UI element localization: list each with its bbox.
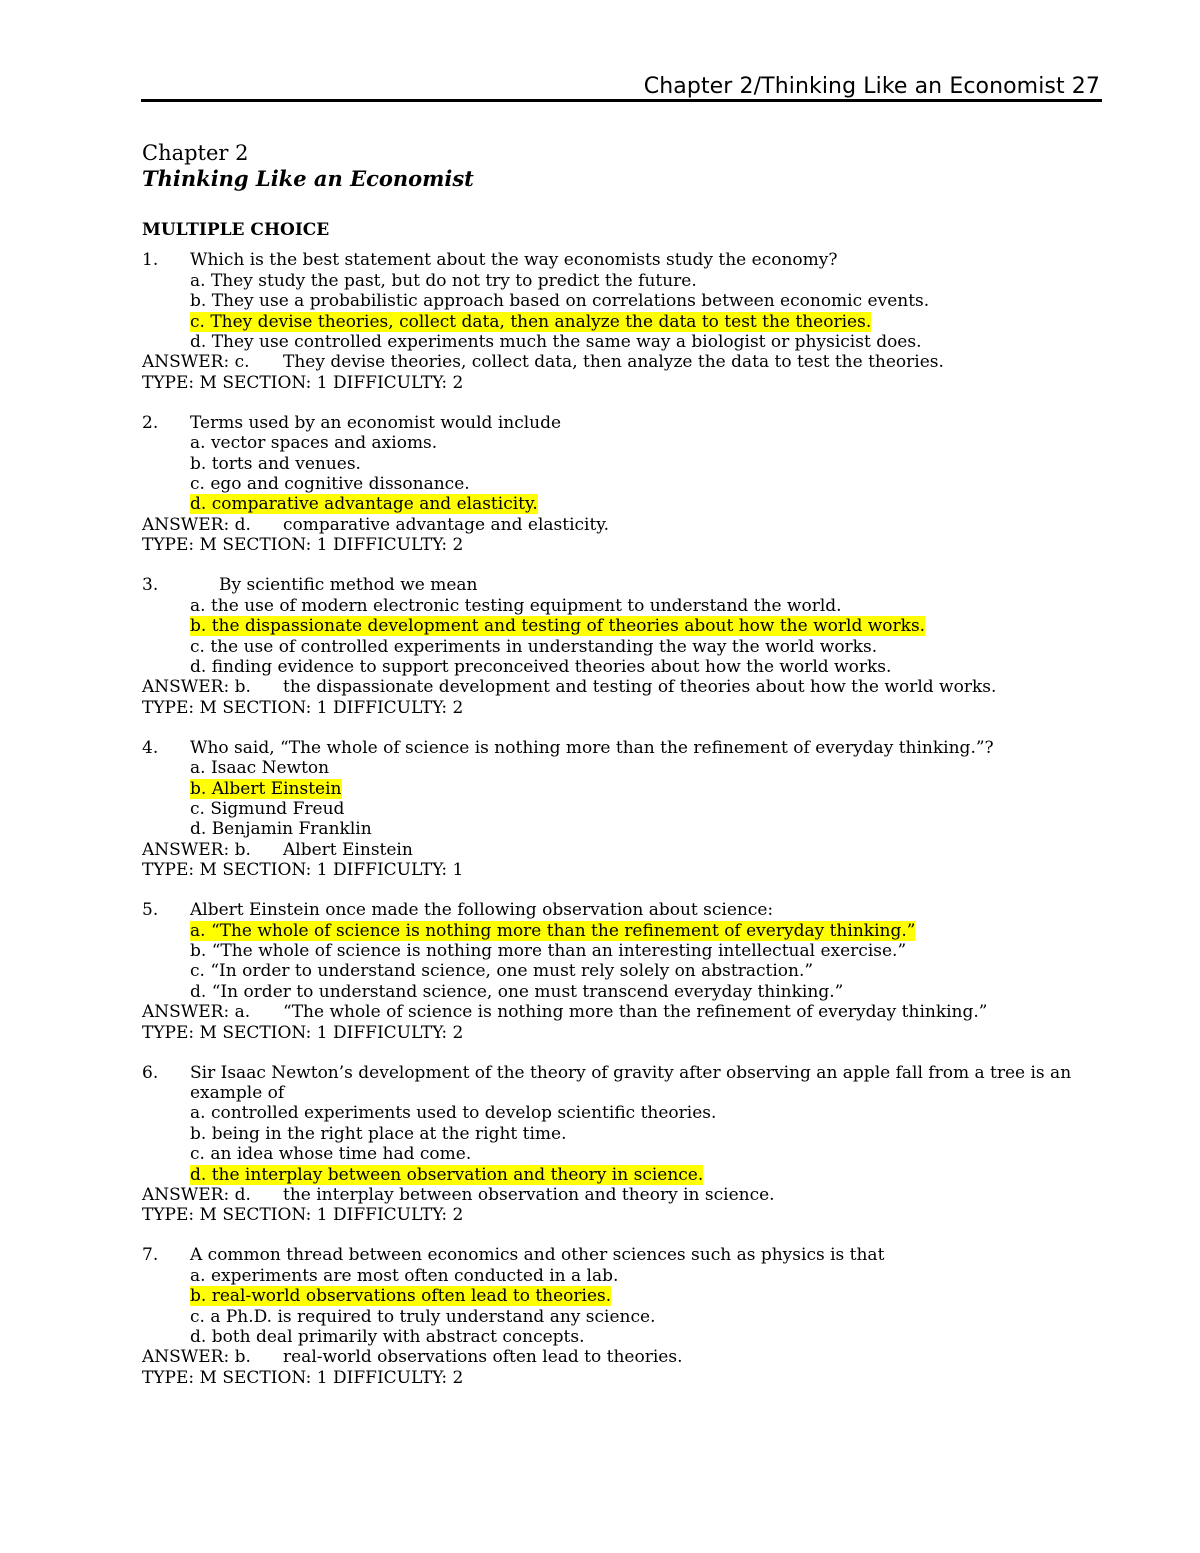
question-text: Which is the best statement about the way economists study the economy? xyxy=(190,250,838,271)
answer-options xyxy=(142,758,1102,840)
option-a: a. vector spaces and axioms. xyxy=(190,433,438,454)
option-b: b. “The whole of science is nothing more than an interesting intellectual exercise.” xyxy=(190,940,907,961)
question-meta: TYPE: M SECTION: 1 DIFFICULTY: 1 xyxy=(142,860,464,881)
question-meta: TYPE: M SECTION: 1 DIFFICULTY: 2 xyxy=(142,1367,464,1388)
answer-line xyxy=(142,840,1102,860)
question-stem xyxy=(142,250,1102,270)
option-b: b. the dispassionate development and testing of theories about how the world works. xyxy=(190,616,926,637)
answer-options xyxy=(142,921,1102,1003)
running-header: Chapter 2/Thinking Like an Economist 27 xyxy=(643,74,1100,99)
answer-options xyxy=(142,596,1102,678)
option-c: c. They devise theories, collect data, then analyze the data to test the theories. xyxy=(190,311,872,332)
option-d: d. They use controlled experiments much the same way a biologist or physicist does. xyxy=(190,332,922,353)
question-number: 4. xyxy=(142,737,159,758)
option-a: a. the use of modern electronic testing equipment to understand the world. xyxy=(190,595,842,616)
answer-text: real-world observations often lead to theories. xyxy=(283,1347,683,1368)
chapter-number: Chapter 2 xyxy=(142,141,249,165)
option-b: b. They use a probabilistic approach based on correlations between economic events. xyxy=(190,291,930,312)
question-7 xyxy=(142,1245,1102,1388)
option-d: d. “In order to understand science, one must transcend everyday thinking.” xyxy=(190,981,844,1002)
option-b: b. being in the right place at the right time. xyxy=(190,1123,567,1144)
question-6 xyxy=(142,1063,1102,1226)
question-stem xyxy=(142,413,1102,433)
question-number: 7. xyxy=(142,1245,159,1266)
answer-text: They devise theories, collect data, then analyze the data to test the theories. xyxy=(283,352,944,373)
option-b: b. torts and venues. xyxy=(190,453,361,474)
option-c: c. Sigmund Freud xyxy=(190,798,345,819)
question-meta: TYPE: M SECTION: 1 DIFFICULTY: 2 xyxy=(142,697,464,718)
question-number: 3. xyxy=(142,575,159,596)
question-text: By scientific method we mean xyxy=(219,575,478,596)
answer-text: the dispassionate development and testing of theories about how the world works. xyxy=(283,677,997,698)
option-c: c. the use of controlled experiments in understanding the way the world works. xyxy=(190,636,878,657)
answer-line xyxy=(142,352,1102,372)
answer-label: ANSWER: d. xyxy=(142,1185,251,1206)
option-d: d. finding evidence to support preconceived theories about how the world works. xyxy=(190,656,892,677)
answer-text: comparative advantage and elasticity. xyxy=(283,514,610,535)
option-b: b. real-world observations often lead to theories. xyxy=(190,1286,612,1307)
question-1 xyxy=(142,250,1102,393)
question-text: Terms used by an economist would include xyxy=(190,412,562,433)
option-d: d. the interplay between observation and theory in science. xyxy=(190,1164,704,1185)
section-heading: MULTIPLE CHOICE xyxy=(142,220,330,240)
option-a: a. Isaac Newton xyxy=(190,758,330,779)
answer-label: ANSWER: a. xyxy=(142,1002,251,1023)
option-c: c. ego and cognitive dissonance. xyxy=(190,474,470,495)
question-text: Albert Einstein once made the following observation about science: xyxy=(190,900,774,921)
option-c: c. “In order to understand science, one must rely solely on abstraction.” xyxy=(190,961,814,982)
question-text: Who said, “The whole of science is nothing more than the refinement of everyday thinking.”? xyxy=(190,737,994,758)
answer-label: ANSWER: d. xyxy=(142,514,251,535)
question-meta: TYPE: M SECTION: 1 DIFFICULTY: 2 xyxy=(142,1022,464,1043)
option-d: d. both deal primarily with abstract concepts. xyxy=(190,1327,585,1348)
question-stem xyxy=(142,738,1102,758)
option-a: a. controlled experiments used to develop scientific theories. xyxy=(190,1103,717,1124)
question-stem xyxy=(142,1063,1102,1104)
document-body xyxy=(142,140,1102,1408)
answer-line xyxy=(142,1002,1102,1022)
option-c: c. a Ph.D. is required to truly understand any science. xyxy=(190,1306,656,1327)
option-a: a. “The whole of science is nothing more than the refinement of everyday thinking.” xyxy=(190,920,916,941)
option-a: a. experiments are most often conducted in a lab. xyxy=(190,1265,619,1286)
option-c: c. an idea whose time had come. xyxy=(190,1144,472,1165)
answer-label: ANSWER: b. xyxy=(142,1347,251,1368)
answer-line xyxy=(142,515,1102,535)
header-rule xyxy=(141,99,1102,102)
question-number: 1. xyxy=(142,250,159,271)
question-text: Sir Isaac Newton’s development of the theory of gravity after observing an apple fall from a tree is an example of xyxy=(190,1062,1072,1103)
answer-line xyxy=(142,1347,1102,1367)
answer-text: the interplay between observation and theory in science. xyxy=(283,1185,775,1206)
question-number: 5. xyxy=(142,900,159,921)
question-5 xyxy=(142,900,1102,1043)
answer-label: ANSWER: b. xyxy=(142,839,251,860)
question-2 xyxy=(142,413,1102,556)
question-number: 2. xyxy=(142,412,159,433)
option-b: b. Albert Einstein xyxy=(190,778,342,799)
option-d: d. Benjamin Franklin xyxy=(190,819,372,840)
answer-label: ANSWER: c. xyxy=(142,352,250,373)
answer-text: Albert Einstein xyxy=(283,839,413,860)
answer-options xyxy=(142,1266,1102,1348)
question-stem xyxy=(142,575,1102,595)
question-number: 6. xyxy=(142,1062,159,1083)
answer-options xyxy=(142,271,1102,353)
answer-text: “The whole of science is nothing more than the refinement of everyday thinking.” xyxy=(283,1002,988,1023)
option-a: a. They study the past, but do not try to predict the future. xyxy=(190,270,697,291)
answer-label: ANSWER: b. xyxy=(142,677,251,698)
answer-options xyxy=(142,1103,1102,1185)
question-meta: TYPE: M SECTION: 1 DIFFICULTY: 2 xyxy=(142,1205,464,1226)
chapter-title: Thinking Like an Economist xyxy=(142,166,474,191)
question-stem xyxy=(142,1245,1102,1265)
answer-line xyxy=(142,677,1102,697)
option-d: d. comparative advantage and elasticity. xyxy=(190,494,538,515)
question-3 xyxy=(142,575,1102,718)
question-4 xyxy=(142,738,1102,881)
question-meta: TYPE: M SECTION: 1 DIFFICULTY: 2 xyxy=(142,372,464,393)
question-text: A common thread between economics and other sciences such as physics is that xyxy=(190,1245,885,1266)
question-stem xyxy=(142,900,1102,920)
answer-line xyxy=(142,1185,1102,1205)
question-meta: TYPE: M SECTION: 1 DIFFICULTY: 2 xyxy=(142,535,464,556)
answer-options xyxy=(142,433,1102,515)
